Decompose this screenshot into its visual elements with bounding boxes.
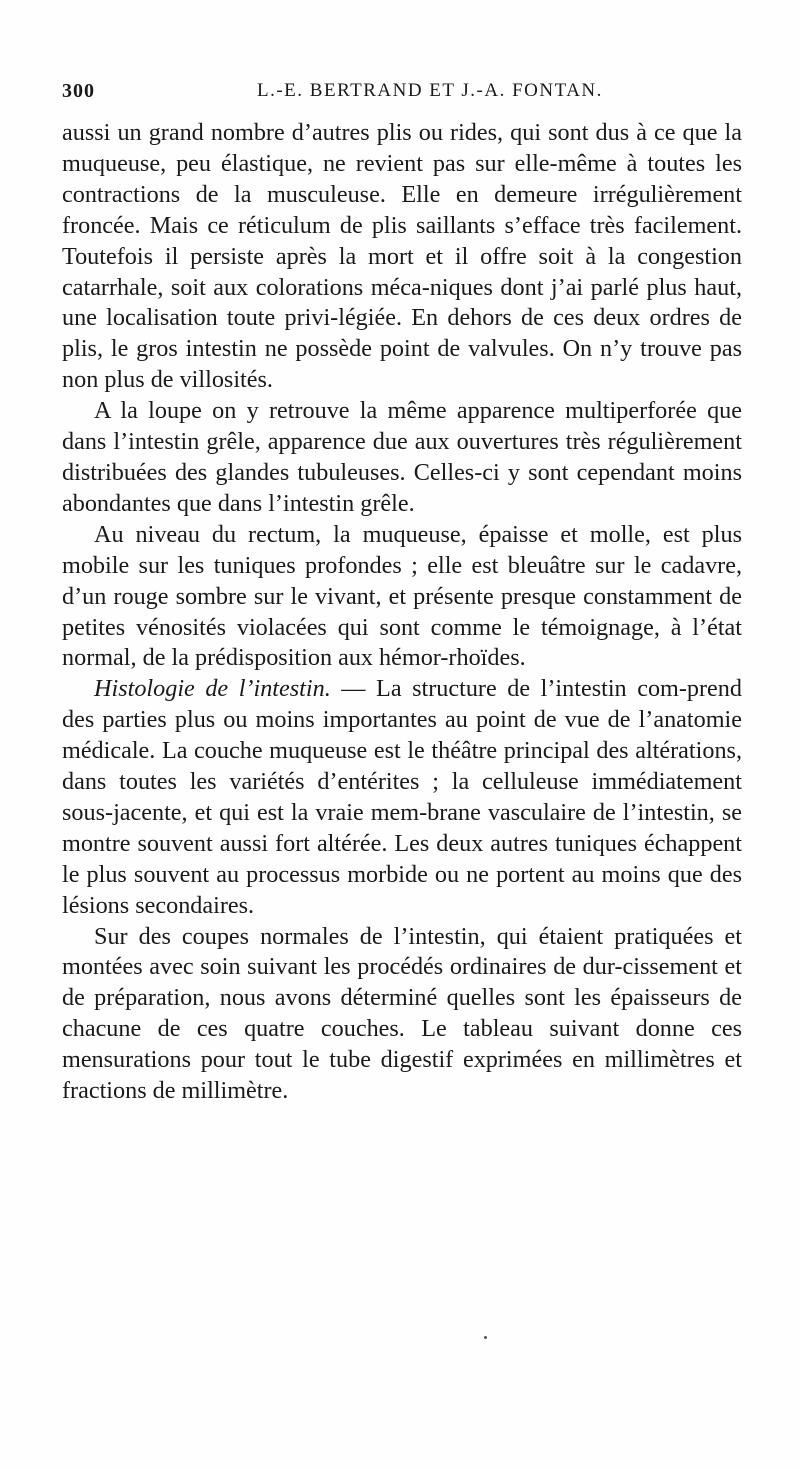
paragraph-5: Sur des coupes normales de l’intestin, qui étaient pratiquées et montées avec soin suivant les procédés ordinaires de dur-cissement et de préparation, nous avons déterminé quelles sont les épaisseurs de chacune de ces quatre couches. Le tableau suivant donne ces mensurations pour tout le tube digestif exprimées en millimètres et fractions de millimètre. xyxy=(62,922,742,1105)
paragraph-3: Au niveau du rectum, la muqueuse, épaisse et molle, est plus mobile sur les tuniques profondes ; elle est bleuâtre sur le cadavre, d’un rouge sombre sur le vivant, et présente presque constamment de petites vénosités violacées qui sont comme le témoignage, à l’état normal, de la prédisposition aux hémor-rhoïdes. xyxy=(62,520,742,672)
body-text xyxy=(62,118,742,1107)
page-header xyxy=(62,80,738,110)
section-heading: Histologie de l’intestin. xyxy=(94,675,331,703)
paragraph-2: A la loupe on y retrouve la même apparence multiperforée que dans l’intestin grêle, apparence due aux ouvertures très régulièrement distribuées des glandes tubuleuses. Celles-ci y sont cependant moins abondantes que dans l’intestin grêle. xyxy=(62,397,742,517)
stray-ink-mark xyxy=(484,1336,487,1339)
paragraph-4 xyxy=(62,674,742,921)
paragraph-4-text: — La structure de l’intestin com-prend des parties plus ou moins importantes au point de vue de l’anatomie médicale. La couche muqueuse est le théâtre principal des altérations, dans toutes les variétés d’entérites ; la celluleuse immédiatement sous-jacente, et qui est la vraie mem-brane vasculaire de l’intestin, se montre souvent aussi fort altérée. Les deux autres tuniques échappent le plus souvent au processus morbide ou ne portent au moins que des lésions secondaires. xyxy=(62,675,742,919)
page-number: 300 xyxy=(62,80,95,102)
paragraph-1: aussi un grand nombre d’autres plis ou rides, qui sont dus à ce que la muqueuse, peu élastique, ne revient pas sur elle-même à toutes les contractions de la musculeuse. Elle en demeure irrégulièrement froncée. Mais ce réticulum de plis saillants s’efface très facilement. Toutefois il persiste après la mort et il offre soit à la congestion catarrhale, soit aux colorations méca-niques dont j’ai parlé plus haut, une localisation toute privi-légiée. En dehors de ces deux ordres de plis, le gros intestin ne possède point de valvules. On n’y trouve pas non plus de villosités. xyxy=(62,119,742,394)
running-title: L.-E. BERTRAND ET J.-A. FONTAN. xyxy=(257,80,603,101)
